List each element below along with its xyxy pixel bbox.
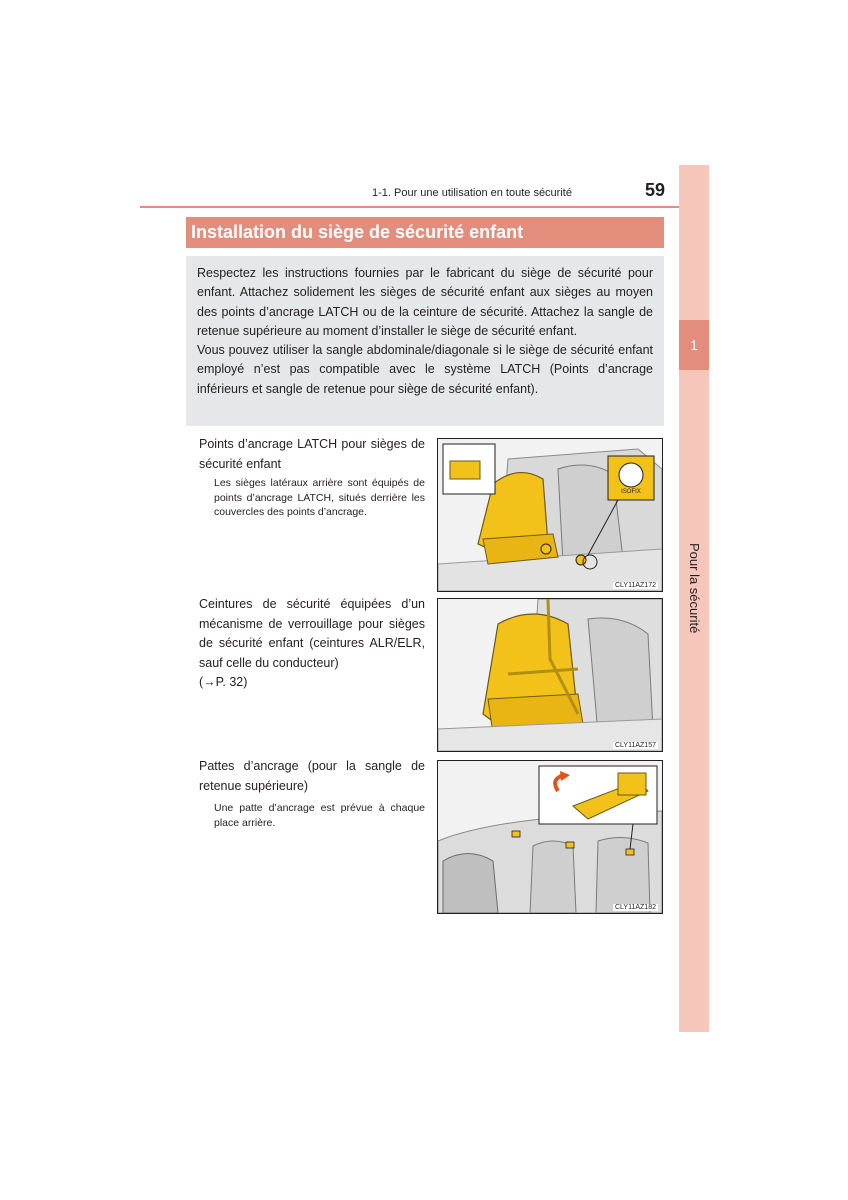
chapter-title: Pour la sécurité	[687, 543, 702, 634]
locking-belts-figure	[437, 598, 663, 752]
figure-code: CLY11AZ157	[615, 742, 656, 749]
intro-paragraph-1: Respectez les instructions fournies par le fabricant du siège de sécurité pour enfant. Attachez solidement les sièges de sécurité enfant aux sièges au moyen des points d’ancrage LATCH ou de la ceinture de sécurité. Attachez la sangle de retenue supérieure au moment d’installer le siège de sécurité enfant.	[197, 266, 653, 338]
tether-brackets-heading: Pattes d’ancrage (pour la sangle de retenue supérieure)	[199, 759, 425, 793]
isofix-badge-label: ISOFIX	[621, 489, 641, 495]
latch-anchors-heading: Points d’ancrage LATCH pour sièges de sécurité enfant	[199, 437, 425, 471]
section-title: Installation du siège de sécurité enfant	[186, 217, 664, 248]
tether-brackets-figure	[437, 760, 663, 914]
tether-illustration	[438, 761, 662, 913]
chapter-side-tab	[679, 165, 709, 1032]
intro-paragraph-2: Vous pouvez utiliser la sangle abdominale/diagonale si le siège de sécurité enfant employé n’est pas compatible avec le système LATCH (Points d’ancrage inférieurs et sangle de retenue pour siège de sécurité enfant).	[197, 343, 653, 396]
page-number: 59	[645, 180, 666, 200]
seatbelt-illustration	[438, 599, 662, 751]
locking-belts-page-ref[interactable]: (→P. 32)	[199, 675, 248, 689]
locking-belts-heading: Ceintures de sécurité équipées d’un mécanisme de verrouillage pour sièges de sécurité enfant (ceintures ALR/ELR, sauf celle du conducteur)	[199, 597, 425, 670]
latch-anchors-figure	[437, 438, 663, 592]
section-header: 1-1. Pour une utilisation en toute sécurité	[372, 187, 572, 199]
chapter-number: 1	[679, 320, 709, 370]
header-divider	[140, 206, 679, 208]
tether-brackets-note: Une patte d’ancrage est prévue à chaque place arrière.	[214, 802, 425, 829]
latch-illustration	[438, 439, 662, 591]
figure-code: CLY11AZ172	[615, 582, 656, 589]
intro-notice-box	[186, 256, 664, 426]
figure-code: CLY11AZ182	[615, 904, 656, 911]
latch-anchors-note: Les sièges latéraux arrière sont équipés de points d’ancrage LATCH, situés derrière les couvercles des points d’ancrage.	[214, 477, 425, 518]
